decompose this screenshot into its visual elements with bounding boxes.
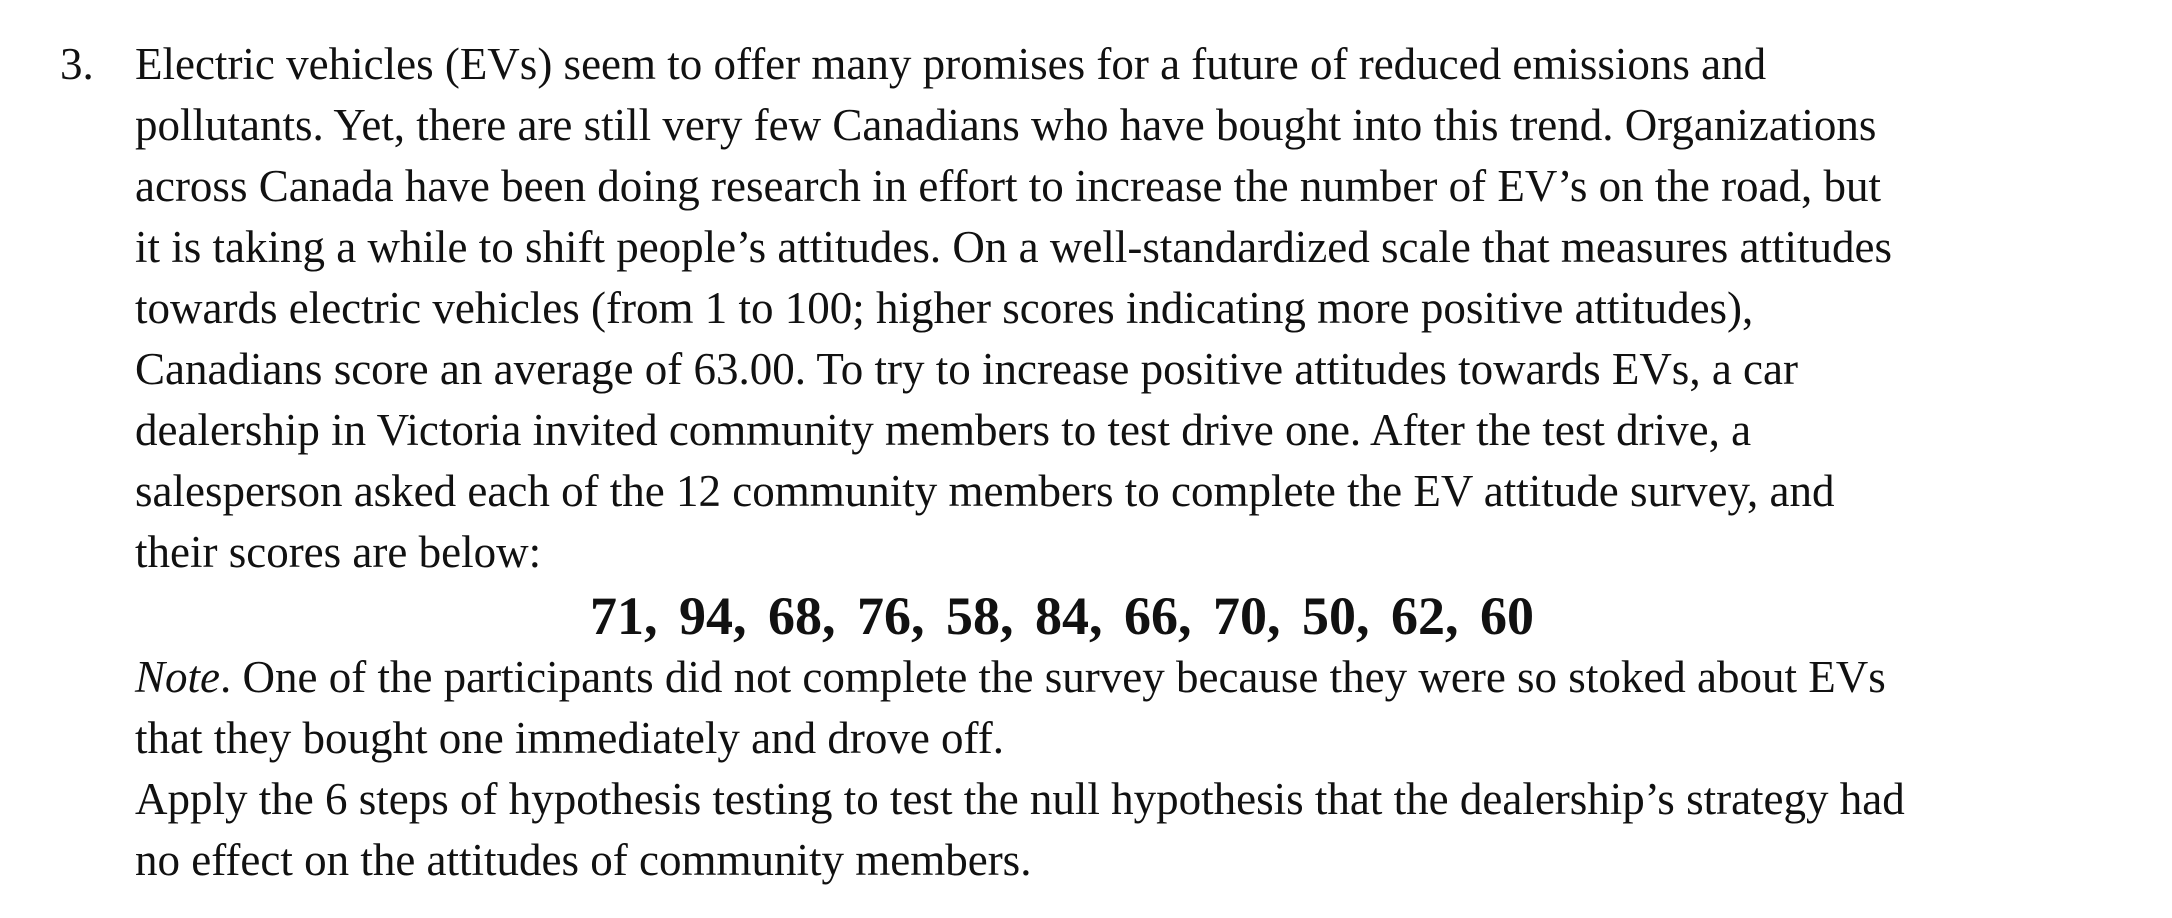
paragraph-line: dealership in Victoria invited community members to test drive one. After the test drive, a <box>135 405 1752 455</box>
note-line <box>135 647 2135 708</box>
paragraph-line: it is taking a while to shift people’s attitudes. On a well-standardized scale that measures attitudes <box>135 222 1893 272</box>
note-label: Note <box>135 652 220 702</box>
question-body <box>135 34 2135 891</box>
paragraph-line: across Canada have been doing research in effort to increase the number of EV’s on the road, but <box>135 161 1882 211</box>
paragraph-line: Canadians score an average of 63.00. To try to increase positive attitudes towards EVs, a car <box>135 344 1798 394</box>
paragraph-line: their scores are below: <box>135 527 542 577</box>
note-text: . One of the participants did not complete the survey because they were so stoked about EVs <box>220 652 1886 702</box>
scores-list: 71, 94, 68, 76, 58, 84, 66, 70, 50, 62, 60 <box>590 586 1534 646</box>
paragraph-line: towards electric vehicles (from 1 to 100; higher scores indicating more positive attitudes), <box>135 283 1754 333</box>
paragraph-line: pollutants. Yet, there are still very few Canadians who have bought into this trend. Organizations <box>135 100 1877 150</box>
question-number: 3. <box>60 39 94 89</box>
paragraph-line: Electric vehicles (EVs) seem to offer many promises for a future of reduced emissions and <box>135 39 1767 89</box>
instruction-line: no effect on the attitudes of community members. <box>135 835 1032 885</box>
paragraph-line: salesperson asked each of the 12 community members to complete the EV attitude survey, and <box>135 466 1835 516</box>
instruction-line: Apply the 6 steps of hypothesis testing to test the null hypothesis that the dealership’s strategy had <box>135 774 1905 824</box>
note-line: that they bought one immediately and drove off. <box>135 713 1004 763</box>
